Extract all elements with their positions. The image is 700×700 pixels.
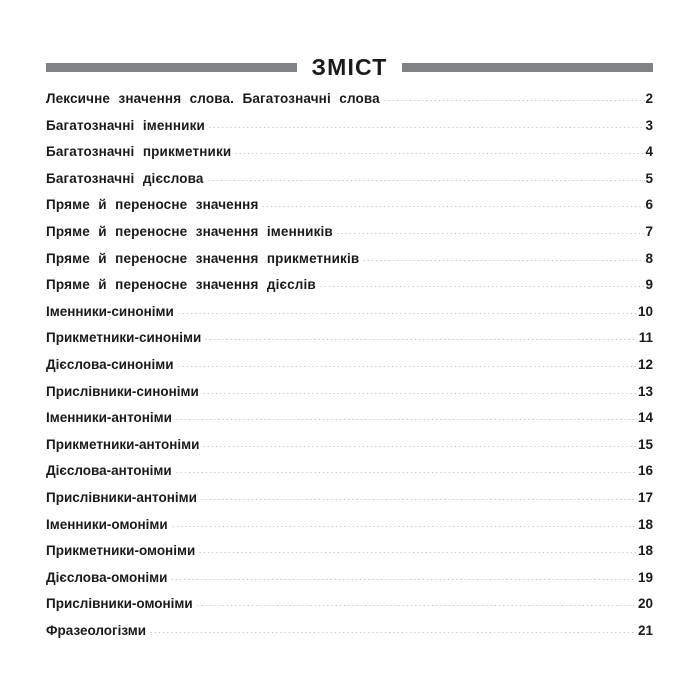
toc-entry-label: Лексичне значення слова. Багатозначні слова — [46, 91, 380, 106]
toc-dot-leader — [383, 90, 645, 103]
toc-entry[interactable] — [46, 250, 653, 277]
toc-entry[interactable] — [46, 383, 653, 410]
toc-header — [46, 52, 653, 82]
toc-entry[interactable] — [46, 569, 653, 596]
toc-entry-page-number: 12 — [637, 356, 653, 372]
toc-entry-label: Дієслова-антоніми — [46, 463, 172, 479]
toc-dot-leader — [207, 170, 645, 183]
toc-entry-label: Пряме й переносне значення — [46, 197, 259, 213]
toc-dot-leader — [170, 569, 636, 582]
toc-entry-label: Прислівники-антоніми — [46, 489, 197, 505]
toc-entry-page-number: 17 — [637, 489, 653, 505]
toc-entry-label: Дієслова-синоніми — [46, 356, 174, 372]
toc-dot-leader — [204, 329, 636, 342]
toc-entry-page-number: 19 — [637, 569, 653, 585]
toc-entry[interactable] — [46, 143, 653, 170]
toc-entry-label: Іменники-омоніми — [46, 516, 168, 532]
toc-dot-leader — [175, 462, 636, 475]
page-title: ЗМІСТ — [311, 53, 388, 80]
toc-entry[interactable] — [46, 196, 653, 223]
toc-entry-page-number: 14 — [637, 410, 653, 426]
toc-dot-leader — [336, 223, 645, 236]
toc-entry-page-number: 10 — [637, 303, 653, 319]
toc-entry[interactable] — [46, 117, 653, 144]
toc-entry[interactable] — [46, 276, 653, 303]
toc-entry-page-number: 20 — [637, 596, 653, 612]
toc-entry-page-number: 18 — [637, 516, 653, 532]
toc-dot-leader — [362, 250, 645, 263]
toc-entry[interactable] — [46, 356, 653, 383]
toc-dot-leader — [261, 196, 645, 209]
toc-entry-label: Пряме й переносне значення дієслів — [46, 277, 316, 293]
toc-dot-leader — [175, 409, 636, 422]
toc-dot-leader — [171, 516, 636, 529]
toc-entry-label: Іменники-антоніми — [46, 410, 172, 426]
toc-entry-page-number: 11 — [638, 330, 653, 346]
toc-entry[interactable] — [46, 542, 653, 569]
toc-entry-page-number: 18 — [637, 543, 653, 559]
toc-entry[interactable] — [46, 436, 653, 463]
toc-entry-label: Прислівники-омоніми — [46, 596, 193, 612]
toc-entry-page-number: 21 — [637, 622, 653, 638]
toc-dot-leader — [149, 622, 636, 635]
toc-entry[interactable] — [46, 329, 653, 356]
toc-entry[interactable] — [46, 223, 653, 250]
toc-entry-label: Прислівники-синоніми — [46, 383, 199, 399]
toc-entry[interactable] — [46, 90, 653, 117]
toc-dot-leader — [200, 489, 636, 502]
toc-dot-leader — [177, 303, 636, 316]
toc-entry-page-number: 4 — [645, 144, 653, 160]
toc-entry[interactable] — [46, 303, 653, 330]
toc-entry-page-number: 7 — [645, 223, 653, 239]
toc-entry-label: Дієслова-омоніми — [46, 569, 168, 585]
toc-entry-page-number: 8 — [645, 250, 653, 266]
toc-entry-label: Фразеологізми — [46, 622, 147, 638]
toc-entry[interactable] — [46, 489, 653, 516]
toc-dot-leader — [319, 276, 645, 289]
toc-entry-page-number: 13 — [637, 383, 653, 399]
toc-entry-label: Пряме й переносне значення іменників — [46, 223, 333, 239]
toc-dot-leader — [208, 117, 645, 130]
toc-dot-leader — [234, 143, 645, 156]
toc-entry-page-number: 9 — [645, 277, 653, 293]
toc-entry-page-number: 2 — [645, 91, 653, 106]
toc-entry[interactable] — [46, 462, 653, 489]
toc-entry-page-number: 3 — [645, 117, 653, 133]
header-rule-left — [46, 63, 297, 72]
toc-entry[interactable] — [46, 170, 653, 197]
toc-dot-leader — [177, 356, 636, 369]
toc-entry-label: Багатозначні іменники — [46, 117, 205, 133]
toc-entry[interactable] — [46, 516, 653, 543]
toc-entry-page-number: 15 — [637, 436, 653, 452]
toc-entry-label: Прикметники-омоніми — [46, 543, 196, 559]
toc-entry[interactable] — [46, 622, 653, 649]
toc-entry-list — [46, 90, 653, 648]
toc-dot-leader — [198, 542, 636, 555]
toc-dot-leader — [202, 436, 635, 449]
toc-entry-label: Багатозначні прикметники — [46, 144, 232, 160]
toc-entry[interactable] — [46, 409, 653, 436]
toc-dot-leader — [202, 383, 636, 396]
toc-entry-page-number: 16 — [637, 463, 653, 479]
toc-entry-page-number: 6 — [645, 197, 653, 213]
toc-entry-label: Багатозначні дієслова — [46, 170, 204, 186]
toc-entry[interactable] — [46, 595, 653, 622]
toc-entry-label: Прикметники-синоніми — [46, 330, 202, 346]
toc-dot-leader — [196, 595, 636, 608]
toc-entry-label: Іменники-синоніми — [46, 303, 174, 319]
toc-entry-label: Пряме й переносне значення прикметників — [46, 250, 360, 266]
toc-entry-label: Прикметники-антоніми — [46, 436, 200, 452]
toc-entry-page-number: 5 — [645, 170, 653, 186]
header-rule-right — [402, 63, 653, 72]
